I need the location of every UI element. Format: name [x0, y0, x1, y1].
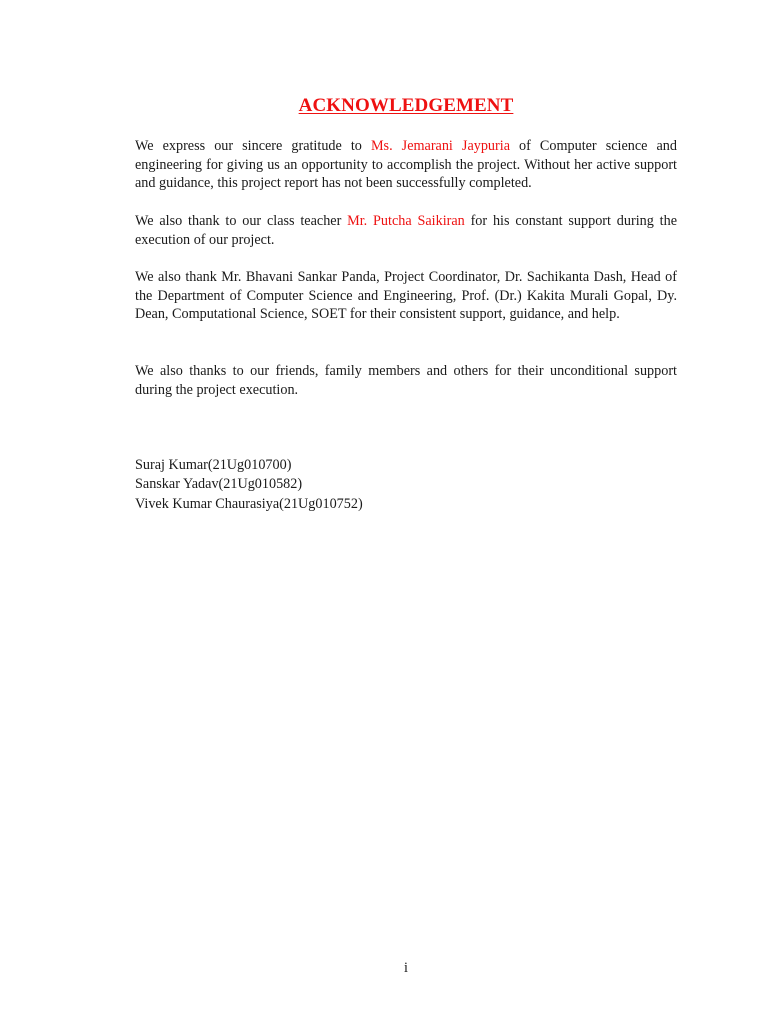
paragraph-gratitude-before: We express our sincere gratitude to [135, 138, 371, 154]
signature-line: Suraj Kumar(21Ug010700) [135, 457, 292, 473]
signature-line: Sanskar Yadav(21Ug010582) [135, 476, 303, 493]
paragraph-class-teacher [135, 212, 677, 249]
paragraph-gratitude [135, 137, 677, 193]
highlight-name-guide: Ms. Jemarani Jaypuria [370, 138, 510, 154]
signature-block [135, 456, 363, 514]
highlight-name-teacher: Mr. Putcha Saikiran [347, 213, 465, 229]
paragraph-class-teacher-after: for his constant support during the execution of our project. [135, 213, 677, 248]
paragraph-gratitude-after: of Computer science and engineering for giving us an opportunity to accomplish the project. Without her active support and guidance, this project report has not been successfully completed. [135, 138, 677, 191]
paragraph-faculty: We also thank Mr. Bhavani Sankar Panda, Project Coordinator, Dr. Sachikanta Dash, Head of the Department of Computer Science and Engineering, Prof. (Dr.) Kakita Murali Gopal, Dy. Dean, Computational Science, SOET for their consistent support, guidance, and help. [135, 269, 677, 322]
paragraph-friends-family: We also thanks to our friends, family members and others for their unconditional support during the project execution. [135, 363, 677, 398]
page-title: ACKNOWLEDGEMENT [298, 95, 514, 116]
signature-line: Vivek Kumar Chaurasiya(21Ug010752) [135, 495, 363, 512]
paragraph-class-teacher-before: We also thank to our class teacher [135, 213, 348, 229]
page-number: i [404, 960, 408, 976]
